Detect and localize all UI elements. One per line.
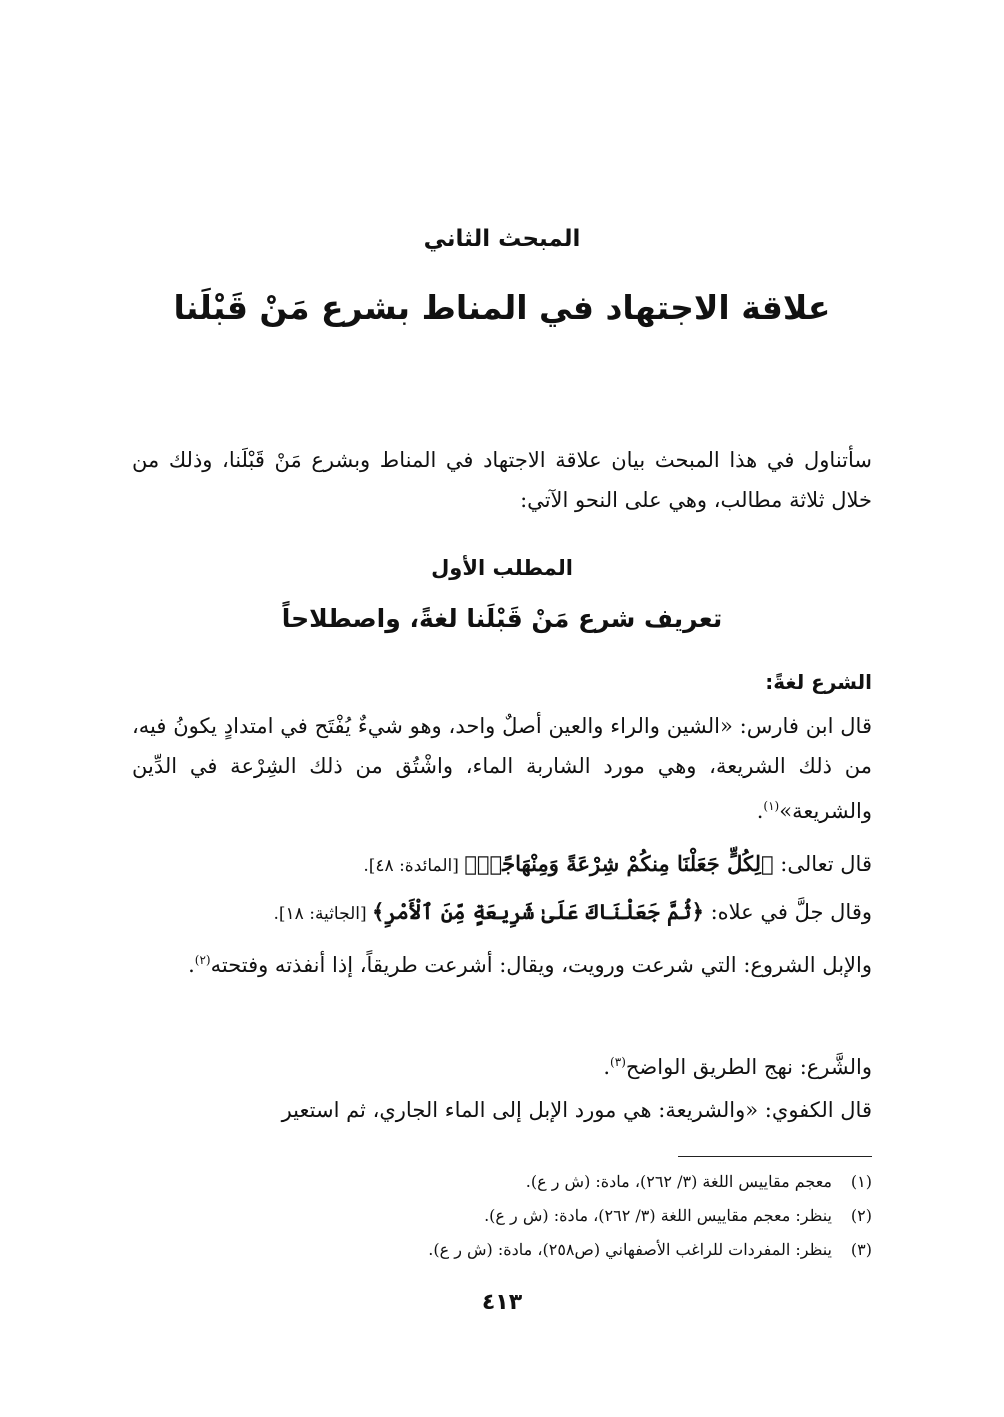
ibn-faris-text: قال ابن فارس: «الشين والراء والعين أصلٌ واحد، وهو شيءٌ يُفْتَح في امتدادٍ يكونُ فيه، من ذلك الشريعة، وهي مورد الشاربة الماء، واشْتُق من ذلك الشِرْعة في الدِّين والشريعة»: [132, 714, 872, 823]
quran-ref-2: [الجاثية: ١٨].: [273, 904, 373, 924]
footnote-divider: [678, 1156, 872, 1157]
section-title: تعريف شرع مَنْ قَبْلَنا لغةً، واصطلاحاً: [281, 604, 723, 633]
section-label: المطلب الأول: [431, 556, 573, 580]
chapter-label: المبحث الثاني: [423, 226, 581, 252]
intro-paragraph: سأتناول في هذا المبحث بيان علاقة الاجتهاد في المناط وبشرع مَنْ قَبْلَنا، وذلك من خلال ثلاثة مطالب، وهي على النحو الآتي:: [132, 448, 872, 512]
footnote-ref-1: (١): [763, 799, 780, 813]
ibil-text: والإبل الشروع: التي شرعت ورويت، ويقال: أشرعت طريقاً، إذا أنفذته وفتحته: [210, 953, 872, 977]
kafawi-line: قال الكفوي: «والشريعة: هي مورد الإبل إلى الماء الجاري، ثم استعير: [281, 1098, 872, 1122]
ibil-paragraph: [132, 940, 872, 985]
quran-citation-1-prefix: قال تعالى:: [773, 852, 872, 876]
quran-verse-2: ﴿ثُمَّ جَعَلْنَاكَ عَلَىٰ شَرِيعَةٍ مِّنَ ٱلْأَمْرِ﴾: [372, 899, 704, 924]
footnote-ref-2: (٢): [194, 953, 211, 967]
footnote-2-text: ينظر: معجم مقاييس اللغة (٣/ ٢٦٢)، مادة: (ش ر ع).: [484, 1206, 832, 1225]
quran-citation-1: [132, 844, 872, 886]
quran-citation-2-prefix: وقال جلَّ في علاه:: [703, 900, 872, 924]
quran-ref-1: [المائدة: ٤٨].: [363, 856, 465, 876]
footnote-2: [132, 1202, 872, 1230]
quran-citation-2: [132, 892, 872, 934]
ibn-faris-paragraph: [132, 706, 872, 831]
chapter-title: علاقة الاجتهاد في المناط بشرع مَنْ قَبْلَنا: [173, 288, 831, 327]
page-number: ٤١٣: [481, 1290, 523, 1315]
footnote-3-number: (٣): [850, 1240, 872, 1259]
shar-line: [132, 1042, 872, 1087]
ibil-end: .: [188, 953, 195, 977]
ibn-faris-end: .: [756, 799, 764, 823]
footnote-3: [132, 1236, 872, 1264]
footnote-1-number: (١): [850, 1172, 872, 1191]
quran-verse-1: ﴿لِكُلٍّ جَعَلْنَا مِنكُمْ شِرْعَةً وَمِنْهَاجًاۚ﴾: [464, 851, 774, 876]
footnote-1: [132, 1168, 872, 1196]
footnote-ref-3: (٣): [610, 1055, 626, 1069]
footnote-1-text: معجم مقاييس اللغة (٣/ ٢٦٢)، مادة: (ش ر ع).: [525, 1172, 832, 1191]
shar-text: والشَّرع: نهج الطريق الواضح: [625, 1055, 872, 1079]
subheading: الشرع لغةً:: [765, 670, 872, 694]
footnote-2-number: (٢): [850, 1206, 872, 1225]
footnote-3-text: ينظر: المفردات للراغب الأصفهاني (ص٢٥٨)، مادة: (ش ر ع).: [428, 1240, 832, 1259]
shar-end: .: [603, 1055, 611, 1079]
